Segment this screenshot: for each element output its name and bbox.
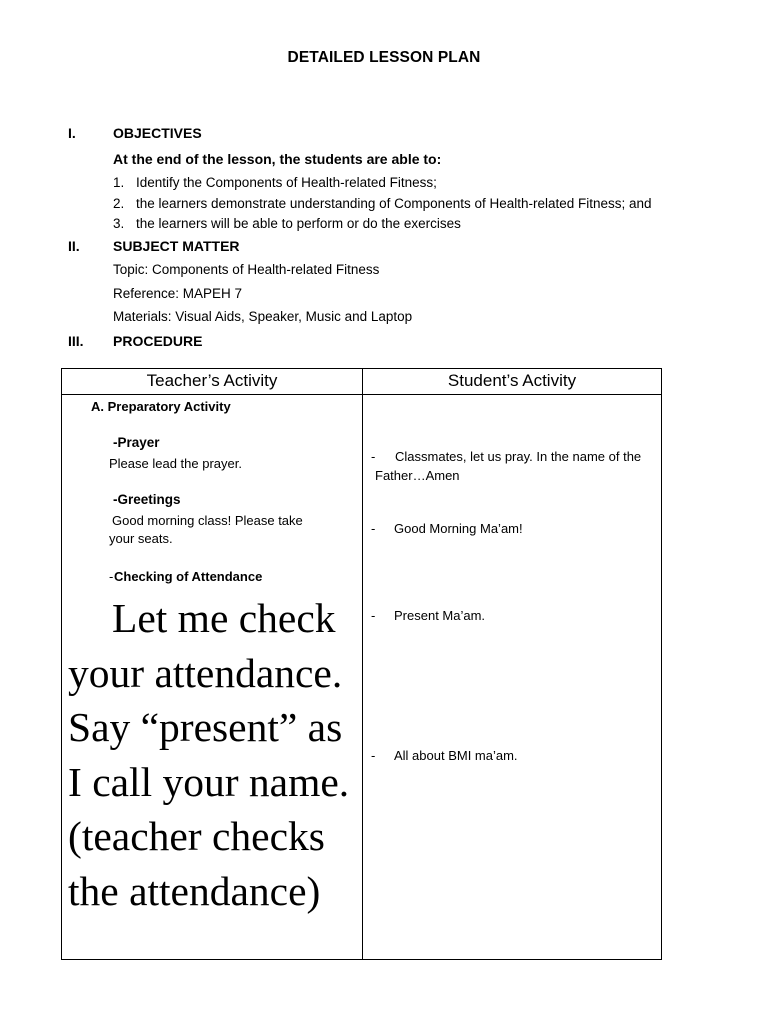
objective-item: the learners demonstrate understanding of Components of Health-related Fitness; and bbox=[136, 196, 652, 211]
greetings-label: -Greetings bbox=[113, 492, 181, 507]
section-numeral-procedure: III. bbox=[68, 333, 84, 349]
response-dash: - bbox=[371, 608, 376, 623]
attendance-instruction bbox=[68, 591, 360, 918]
activity-table bbox=[61, 368, 662, 960]
student-activity-header: Student’s Activity bbox=[447, 371, 577, 390]
student-prayer-line2: Father…Amen bbox=[375, 468, 460, 483]
table-header-divider bbox=[62, 394, 661, 395]
attendance-label: Checking of Attendance bbox=[114, 569, 263, 584]
student-greeting-response: Good Morning Ma’am! bbox=[394, 521, 523, 536]
objective-item: the learners will be able to perform or do the exercises bbox=[136, 216, 461, 231]
section-numeral-subject-matter: II. bbox=[68, 238, 80, 254]
objective-item: Identify the Components of Health-related Fitness; bbox=[136, 175, 437, 190]
teacher-activity-header: Teacher’s Activity bbox=[146, 371, 278, 390]
objective-number: 2. bbox=[113, 196, 125, 211]
page-title: DETAILED LESSON PLAN bbox=[287, 49, 481, 66]
response-dash: - bbox=[371, 449, 376, 464]
student-present-response: Present Ma’am. bbox=[394, 608, 486, 623]
attendance-dash: - bbox=[109, 569, 114, 584]
response-dash: - bbox=[371, 521, 376, 536]
greetings-text-line1: Good morning class! Please take bbox=[112, 513, 303, 528]
student-prayer-line1: Classmates, let us pray. In the name of the bbox=[395, 449, 642, 464]
procedure-heading: PROCEDURE bbox=[113, 333, 203, 349]
section-numeral-objectives: I. bbox=[68, 125, 76, 141]
response-dash: - bbox=[371, 748, 376, 763]
prayer-label: -Prayer bbox=[113, 435, 160, 450]
subject-reference: Reference: MAPEH 7 bbox=[113, 286, 243, 301]
attendance-instruction-text: Let me check your attendance. Say “present” as I call your name. (teacher checks the attendance) bbox=[68, 595, 350, 914]
objective-number: 3. bbox=[113, 216, 125, 231]
objectives-heading: OBJECTIVES bbox=[113, 125, 202, 141]
greetings-text-line2: your seats. bbox=[109, 531, 173, 546]
objectives-intro: At the end of the lesson, the students are able to: bbox=[113, 151, 442, 167]
table-column-divider bbox=[362, 369, 363, 959]
student-bmi-response: All about BMI ma’am. bbox=[394, 748, 518, 763]
preparatory-activity-label: A. Preparatory Activity bbox=[91, 399, 231, 414]
subject-topic: Topic: Components of Health-related Fitness bbox=[113, 262, 380, 277]
subject-matter-heading: SUBJECT MATTER bbox=[113, 238, 240, 254]
subject-materials: Materials: Visual Aids, Speaker, Music and Laptop bbox=[113, 309, 413, 324]
prayer-instruction: Please lead the prayer. bbox=[109, 456, 242, 471]
objective-number: 1. bbox=[113, 175, 125, 190]
